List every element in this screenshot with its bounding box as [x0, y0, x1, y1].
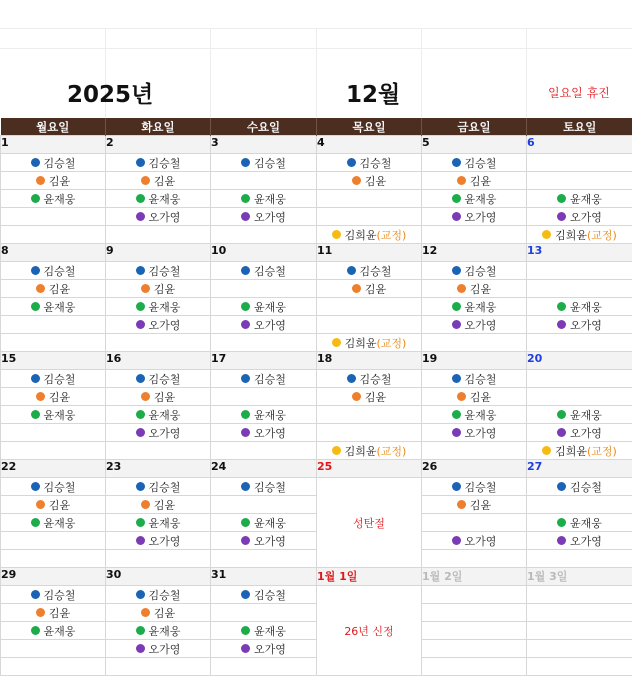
doctor-entry: 오가영	[106, 640, 210, 657]
doctor-dot-icon	[31, 410, 40, 419]
schedule-row	[1, 622, 632, 640]
doctor-entry: 윤재웅	[422, 298, 526, 315]
doctor-dot-icon	[452, 482, 461, 491]
doctor-dot-icon	[452, 536, 461, 545]
date-cell: 15	[1, 352, 106, 370]
doctor-entry: 김승철	[422, 154, 526, 171]
doctor-entry: 김윤	[106, 388, 210, 405]
doctor-entry: 윤재웅	[211, 406, 316, 423]
holiday-cell: 성탄절	[317, 478, 422, 568]
doctor-dot-icon	[241, 518, 250, 527]
doctor-entry: 김윤	[1, 496, 105, 513]
doctor-dot-icon	[241, 320, 250, 329]
doctor-entry: 김승철	[1, 586, 105, 603]
doctor-entry: 김윤	[106, 604, 210, 621]
doctor-entry: 오가영	[106, 208, 210, 225]
doctor-entry: 김윤	[1, 280, 105, 297]
date-row	[1, 460, 632, 478]
doctor-dot-icon	[557, 428, 566, 437]
date-cell: 13	[527, 244, 632, 262]
doctor-entry: 윤재웅	[527, 514, 632, 531]
doctor-dot-icon	[136, 482, 145, 491]
doctor-dot-icon	[36, 500, 45, 509]
doctor-dot-icon	[347, 374, 356, 383]
doctor-entry: 김희윤 (교정)	[527, 226, 632, 243]
schedule-row	[1, 550, 632, 568]
doctor-dot-icon	[352, 392, 361, 401]
doctor-dot-icon	[557, 320, 566, 329]
doctor-entry: 윤재웅	[422, 190, 526, 207]
date-cell: 31	[211, 568, 317, 586]
doctor-dot-icon	[31, 626, 40, 635]
date-cell: 17	[211, 352, 317, 370]
doctor-entry: 김승철	[106, 370, 210, 387]
date-cell: 2	[106, 136, 211, 154]
doctor-entry: 윤재웅	[106, 514, 210, 531]
schedule-row	[1, 442, 632, 460]
doctor-entry: 김윤	[422, 388, 526, 405]
doctor-dot-icon	[136, 266, 145, 275]
schedule-row	[1, 370, 632, 388]
doctor-dot-icon	[352, 284, 361, 293]
doctor-entry: 김승철	[211, 478, 316, 495]
doctor-entry: 윤재웅	[211, 622, 316, 639]
weekday-mon: 월요일	[1, 118, 106, 136]
doctor-entry: 오가영	[527, 208, 632, 225]
doctor-dot-icon	[347, 158, 356, 167]
doctor-entry: 오가영	[106, 532, 210, 549]
doctor-entry: 김승철	[106, 586, 210, 603]
date-cell: 1	[1, 136, 106, 154]
date-row	[1, 568, 632, 586]
schedule-row	[1, 208, 632, 226]
date-row	[1, 136, 632, 154]
date-cell: 1월 2일	[422, 568, 527, 586]
schedule-row	[1, 406, 632, 424]
doctor-entry: 윤재웅	[1, 622, 105, 639]
doctor-dot-icon	[452, 266, 461, 275]
doctor-entry: 김윤	[1, 604, 105, 621]
doctor-dot-icon	[31, 302, 40, 311]
doctor-entry: 김승철	[317, 262, 421, 279]
schedule-row	[1, 514, 632, 532]
doctor-dot-icon	[452, 428, 461, 437]
calendar-table	[0, 118, 632, 676]
doctor-dot-icon	[452, 302, 461, 311]
date-cell: 16	[106, 352, 211, 370]
doctor-entry: 김승철	[211, 262, 316, 279]
schedule-row	[1, 172, 632, 190]
doctor-dot-icon	[332, 338, 341, 347]
date-cell: 11	[317, 244, 422, 262]
doctor-dot-icon	[31, 158, 40, 167]
date-cell: 3	[211, 136, 317, 154]
doctor-dot-icon	[141, 392, 150, 401]
date-cell: 19	[422, 352, 527, 370]
doctor-dot-icon	[452, 212, 461, 221]
doctor-dot-icon	[136, 518, 145, 527]
doctor-entry: 윤재웅	[527, 406, 632, 423]
doctor-dot-icon	[36, 284, 45, 293]
date-cell: 1월 3일	[527, 568, 632, 586]
doctor-dot-icon	[31, 194, 40, 203]
doctor-dot-icon	[452, 410, 461, 419]
doctor-entry: 김승철	[211, 370, 316, 387]
doctor-entry: 김희윤 (교정)	[317, 442, 421, 459]
doctor-dot-icon	[241, 266, 250, 275]
doctor-entry: 김승철	[1, 262, 105, 279]
doctor-entry: 김윤	[422, 496, 526, 513]
date-cell: 24	[211, 460, 317, 478]
doctor-dot-icon	[241, 626, 250, 635]
date-cell: 5	[422, 136, 527, 154]
doctor-dot-icon	[241, 482, 250, 491]
doctor-entry: 김승철	[106, 154, 210, 171]
doctor-entry: 오가영	[211, 532, 316, 549]
doctor-entry: 윤재웅	[211, 190, 316, 207]
schedule-row	[1, 496, 632, 514]
doctor-entry: 김윤	[317, 172, 421, 189]
date-row	[1, 244, 632, 262]
closed-notice: 일요일 휴진	[548, 86, 610, 100]
doctor-dot-icon	[136, 626, 145, 635]
weekday-sat: 토요일	[527, 118, 632, 136]
date-cell: 26	[422, 460, 527, 478]
date-cell: 9	[106, 244, 211, 262]
doctor-dot-icon	[136, 158, 145, 167]
date-cell: 8	[1, 244, 106, 262]
date-cell: 6	[527, 136, 632, 154]
date-cell: 20	[527, 352, 632, 370]
schedule-row	[1, 316, 632, 334]
doctor-dot-icon	[332, 446, 341, 455]
doctor-entry: 윤재웅	[422, 406, 526, 423]
doctor-entry: 김윤	[1, 388, 105, 405]
doctor-dot-icon	[542, 230, 551, 239]
doctor-entry: 김승철	[1, 370, 105, 387]
doctor-entry: 김승철	[527, 478, 632, 495]
doctor-dot-icon	[557, 410, 566, 419]
weekday-header-row	[1, 118, 632, 136]
doctor-dot-icon	[241, 644, 250, 653]
doctor-dot-icon	[31, 518, 40, 527]
doctor-dot-icon	[141, 284, 150, 293]
date-row	[1, 352, 632, 370]
doctor-dot-icon	[542, 446, 551, 455]
doctor-dot-icon	[31, 374, 40, 383]
date-cell: 27	[527, 460, 632, 478]
doctor-dot-icon	[31, 266, 40, 275]
doctor-dot-icon	[241, 158, 250, 167]
doctor-entry: 윤재웅	[527, 190, 632, 207]
doctor-entry: 오가영	[527, 532, 632, 549]
schedule-row	[1, 640, 632, 658]
doctor-dot-icon	[36, 608, 45, 617]
doctor-dot-icon	[141, 176, 150, 185]
doctor-dot-icon	[136, 302, 145, 311]
doctor-entry: 윤재웅	[106, 190, 210, 207]
year-title: 2025년	[67, 82, 154, 108]
doctor-entry: 오가영	[527, 316, 632, 333]
doctor-dot-icon	[457, 392, 466, 401]
schedule-row	[1, 604, 632, 622]
doctor-entry: 오가영	[422, 208, 526, 225]
doctor-entry: 오가영	[422, 532, 526, 549]
date-cell: 29	[1, 568, 106, 586]
schedule-row	[1, 334, 632, 352]
doctor-dot-icon	[241, 212, 250, 221]
date-cell: 1월 1일	[317, 568, 422, 586]
doctor-dot-icon	[241, 194, 250, 203]
schedule-row	[1, 586, 632, 604]
doctor-dot-icon	[457, 176, 466, 185]
date-cell: 12	[422, 244, 527, 262]
holiday-cell: 26년 신정	[317, 586, 422, 676]
doctor-dot-icon	[31, 590, 40, 599]
doctor-dot-icon	[557, 536, 566, 545]
doctor-entry: 윤재웅	[106, 406, 210, 423]
doctor-dot-icon	[136, 410, 145, 419]
schedule-row	[1, 478, 632, 496]
doctor-entry: 김윤	[317, 280, 421, 297]
doctor-entry: 오가영	[211, 640, 316, 657]
doctor-entry: 김윤	[106, 496, 210, 513]
doctor-entry: 윤재웅	[1, 190, 105, 207]
date-cell: 18	[317, 352, 422, 370]
doctor-entry: 김승철	[422, 478, 526, 495]
doctor-entry: 김윤	[422, 172, 526, 189]
date-cell: 30	[106, 568, 211, 586]
doctor-entry: 윤재웅	[211, 514, 316, 531]
doctor-entry: 김승철	[106, 478, 210, 495]
doctor-entry: 윤재웅	[1, 298, 105, 315]
doctor-entry: 김윤	[1, 172, 105, 189]
doctor-entry: 김승철	[1, 478, 105, 495]
doctor-dot-icon	[557, 302, 566, 311]
schedule-row	[1, 388, 632, 406]
doctor-dot-icon	[36, 392, 45, 401]
doctor-dot-icon	[557, 518, 566, 527]
doctor-entry: 오가영	[422, 424, 526, 441]
doctor-dot-icon	[557, 482, 566, 491]
doctor-entry: 윤재웅	[527, 298, 632, 315]
doctor-entry: 오가영	[422, 316, 526, 333]
doctor-entry: 김승철	[317, 370, 421, 387]
weekday-tue: 화요일	[106, 118, 211, 136]
doctor-entry: 김승철	[1, 154, 105, 171]
doctor-dot-icon	[347, 266, 356, 275]
weekday-thu: 목요일	[317, 118, 422, 136]
schedule-row	[1, 190, 632, 208]
weekday-fri: 금요일	[422, 118, 527, 136]
doctor-dot-icon	[452, 374, 461, 383]
doctor-dot-icon	[136, 644, 145, 653]
doctor-dot-icon	[241, 410, 250, 419]
doctor-dot-icon	[241, 590, 250, 599]
doctor-dot-icon	[36, 176, 45, 185]
doctor-entry: 오가영	[211, 316, 316, 333]
doctor-dot-icon	[457, 500, 466, 509]
doctor-dot-icon	[136, 590, 145, 599]
doctor-entry: 김승철	[317, 154, 421, 171]
doctor-entry: 김승철	[422, 262, 526, 279]
date-cell: 22	[1, 460, 106, 478]
doctor-entry: 김희윤 (교정)	[317, 226, 421, 243]
doctor-entry: 김승철	[106, 262, 210, 279]
doctor-entry: 윤재웅	[1, 514, 105, 531]
doctor-entry: 오가영	[527, 424, 632, 441]
date-cell: 10	[211, 244, 317, 262]
doctor-dot-icon	[352, 176, 361, 185]
doctor-dot-icon	[141, 500, 150, 509]
doctor-dot-icon	[332, 230, 341, 239]
doctor-dot-icon	[141, 608, 150, 617]
doctor-dot-icon	[452, 320, 461, 329]
doctor-entry: 김윤	[317, 388, 421, 405]
doctor-dot-icon	[136, 374, 145, 383]
doctor-entry: 김승철	[422, 370, 526, 387]
schedule-row	[1, 424, 632, 442]
doctor-entry: 김희윤 (교정)	[527, 442, 632, 459]
doctor-entry: 김윤	[422, 280, 526, 297]
schedule-row	[1, 532, 632, 550]
doctor-dot-icon	[136, 428, 145, 437]
doctor-dot-icon	[241, 536, 250, 545]
doctor-dot-icon	[452, 158, 461, 167]
doctor-entry: 김윤	[106, 280, 210, 297]
doctor-dot-icon	[557, 194, 566, 203]
date-cell: 23	[106, 460, 211, 478]
date-cell: 25	[317, 460, 422, 478]
doctor-entry: 윤재웅	[106, 622, 210, 639]
doctor-dot-icon	[136, 194, 145, 203]
schedule-row	[1, 262, 632, 280]
doctor-entry: 오가영	[106, 316, 210, 333]
doctor-dot-icon	[241, 428, 250, 437]
date-cell: 4	[317, 136, 422, 154]
schedule-row	[1, 298, 632, 316]
schedule-row	[1, 658, 632, 676]
doctor-dot-icon	[136, 536, 145, 545]
doctor-entry: 김승철	[211, 586, 316, 603]
doctor-entry: 김희윤 (교정)	[317, 334, 421, 351]
doctor-dot-icon	[452, 194, 461, 203]
schedule-row	[1, 226, 632, 244]
doctor-dot-icon	[457, 284, 466, 293]
doctor-dot-icon	[136, 212, 145, 221]
doctor-dot-icon	[136, 320, 145, 329]
doctor-entry: 오가영	[211, 424, 316, 441]
doctor-entry: 오가영	[106, 424, 210, 441]
doctor-entry: 오가영	[211, 208, 316, 225]
doctor-entry: 김승철	[211, 154, 316, 171]
month-title: 12월	[346, 82, 401, 108]
schedule-row	[1, 154, 632, 172]
doctor-dot-icon	[557, 212, 566, 221]
doctor-dot-icon	[31, 482, 40, 491]
schedule-row	[1, 280, 632, 298]
doctor-dot-icon	[241, 302, 250, 311]
doctor-entry: 윤재웅	[106, 298, 210, 315]
doctor-entry: 윤재웅	[211, 298, 316, 315]
doctor-entry: 김윤	[106, 172, 210, 189]
doctor-entry: 윤재웅	[1, 406, 105, 423]
doctor-dot-icon	[241, 374, 250, 383]
weekday-wed: 수요일	[211, 118, 317, 136]
